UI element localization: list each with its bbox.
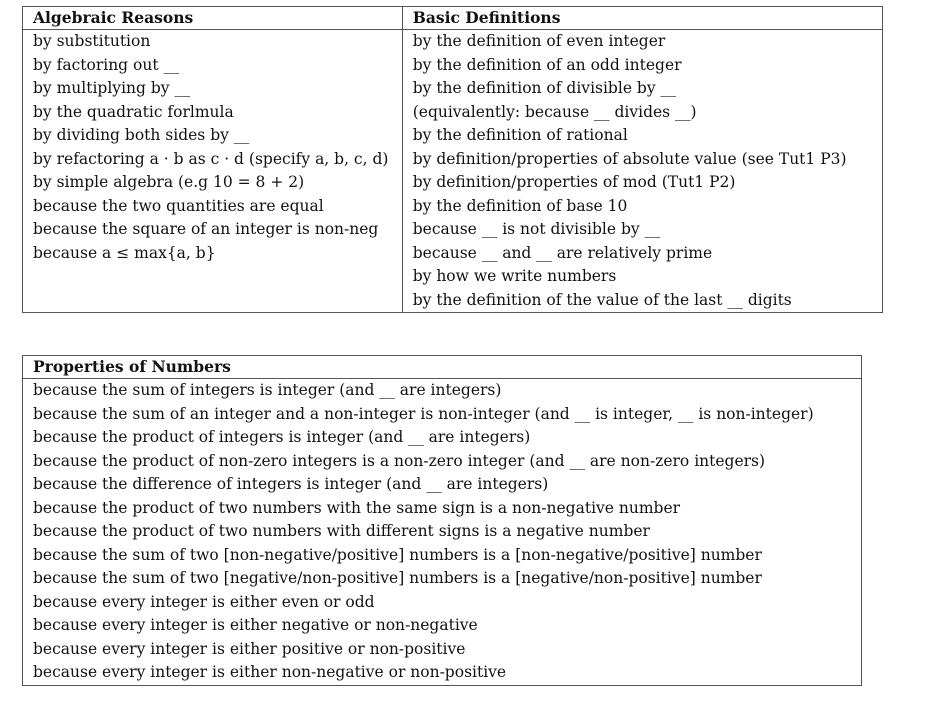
table-row: [23, 242, 883, 266]
table-row: [23, 426, 862, 450]
properties-table: [22, 355, 862, 686]
table-row: [23, 148, 883, 172]
property: because every integer is either non-negative or non-positive: [23, 661, 862, 685]
property: because every integer is either negative or non-negative: [23, 614, 862, 638]
property: because every integer is either positive or non-positive: [23, 638, 862, 662]
table-row: [23, 54, 883, 78]
table-row: [23, 614, 862, 638]
basic-definition: by the definition of even integer: [402, 30, 882, 54]
basic-definition: because __ and __ are relatively prime: [402, 242, 882, 266]
table-row: [23, 218, 883, 242]
algebraic-reason: by the quadratic forlmula: [23, 101, 403, 125]
table-row: [23, 195, 883, 219]
property: because every integer is either even or odd: [23, 591, 862, 615]
table-row: [23, 544, 862, 568]
table-row: [23, 30, 883, 54]
table-row: [23, 124, 883, 148]
basic-definition: by definition/properties of absolute value (see Tut1 P3): [402, 148, 882, 172]
table-row: [23, 497, 862, 521]
basic-definition: by the definition of rational: [402, 124, 882, 148]
basic-definition: because __ is not divisible by __: [402, 218, 882, 242]
table-row: [23, 265, 883, 289]
basic-definition: by the definition of base 10: [402, 195, 882, 219]
table-row: [23, 661, 862, 685]
table-row: [23, 77, 883, 101]
property: because the product of non-zero integers is a non-zero integer (and __ are non-zero integers): [23, 450, 862, 474]
basic-definition: by how we write numbers: [402, 265, 882, 289]
algebraic-reason: by simple algebra (e.g 10 = 8 + 2): [23, 171, 403, 195]
algebraic-reason: by factoring out __: [23, 54, 403, 78]
property: because the sum of integers is integer (and __ are integers): [23, 379, 862, 403]
basic-definition: by the definition of divisible by __: [402, 77, 882, 101]
property: because the product of two numbers with the same sign is a non-negative number: [23, 497, 862, 521]
table-row: [23, 379, 862, 403]
basic-definition: (equivalently: because __ divides __): [402, 101, 882, 125]
algebraic-reason: because the square of an integer is non-neg: [23, 218, 403, 242]
algebraic-reason: because a ≤ max{a, b}: [23, 242, 403, 266]
empty-cell: [23, 289, 403, 313]
property: because the product of two numbers with different signs is a negative number: [23, 520, 862, 544]
basic-definition: by definition/properties of mod (Tut1 P2): [402, 171, 882, 195]
table-row: [23, 171, 883, 195]
reasons-table: [22, 6, 883, 313]
property: because the sum of two [non-negative/positive] numbers is a [non-negative/positive] number: [23, 544, 862, 568]
table-row: [23, 289, 883, 313]
algebraic-reason: by multiplying by __: [23, 77, 403, 101]
property: because the sum of an integer and a non-integer is non-integer (and __ is integer, __ is non-integer): [23, 403, 862, 427]
table-row: [23, 638, 862, 662]
table-row: [23, 101, 883, 125]
empty-cell: [23, 265, 403, 289]
algebraic-reason: because the two quantities are equal: [23, 195, 403, 219]
properties-header-row: [23, 356, 862, 379]
table-row: [23, 567, 862, 591]
reasons-header-row: [23, 7, 883, 30]
algebraic-reason: by dividing both sides by __: [23, 124, 403, 148]
algebraic-reason: by refactoring a · b as c · d (specify a, b, c, d): [23, 148, 403, 172]
table-row: [23, 591, 862, 615]
table-row: [23, 403, 862, 427]
algebraic-reason: by substitution: [23, 30, 403, 54]
algebraic-reasons-header: Algebraic Reasons: [23, 7, 403, 30]
basic-definition: by the definition of the value of the last __ digits: [402, 289, 882, 313]
properties-of-numbers-header: Properties of Numbers: [23, 356, 862, 379]
table-row: [23, 473, 862, 497]
basic-definition: by the definition of an odd integer: [402, 54, 882, 78]
property: because the product of integers is integer (and __ are integers): [23, 426, 862, 450]
property: because the difference of integers is integer (and __ are integers): [23, 473, 862, 497]
basic-definitions-header: Basic Definitions: [402, 7, 882, 30]
table-row: [23, 520, 862, 544]
table-row: [23, 450, 862, 474]
property: because the sum of two [negative/non-positive] numbers is a [negative/non-positive] number: [23, 567, 862, 591]
